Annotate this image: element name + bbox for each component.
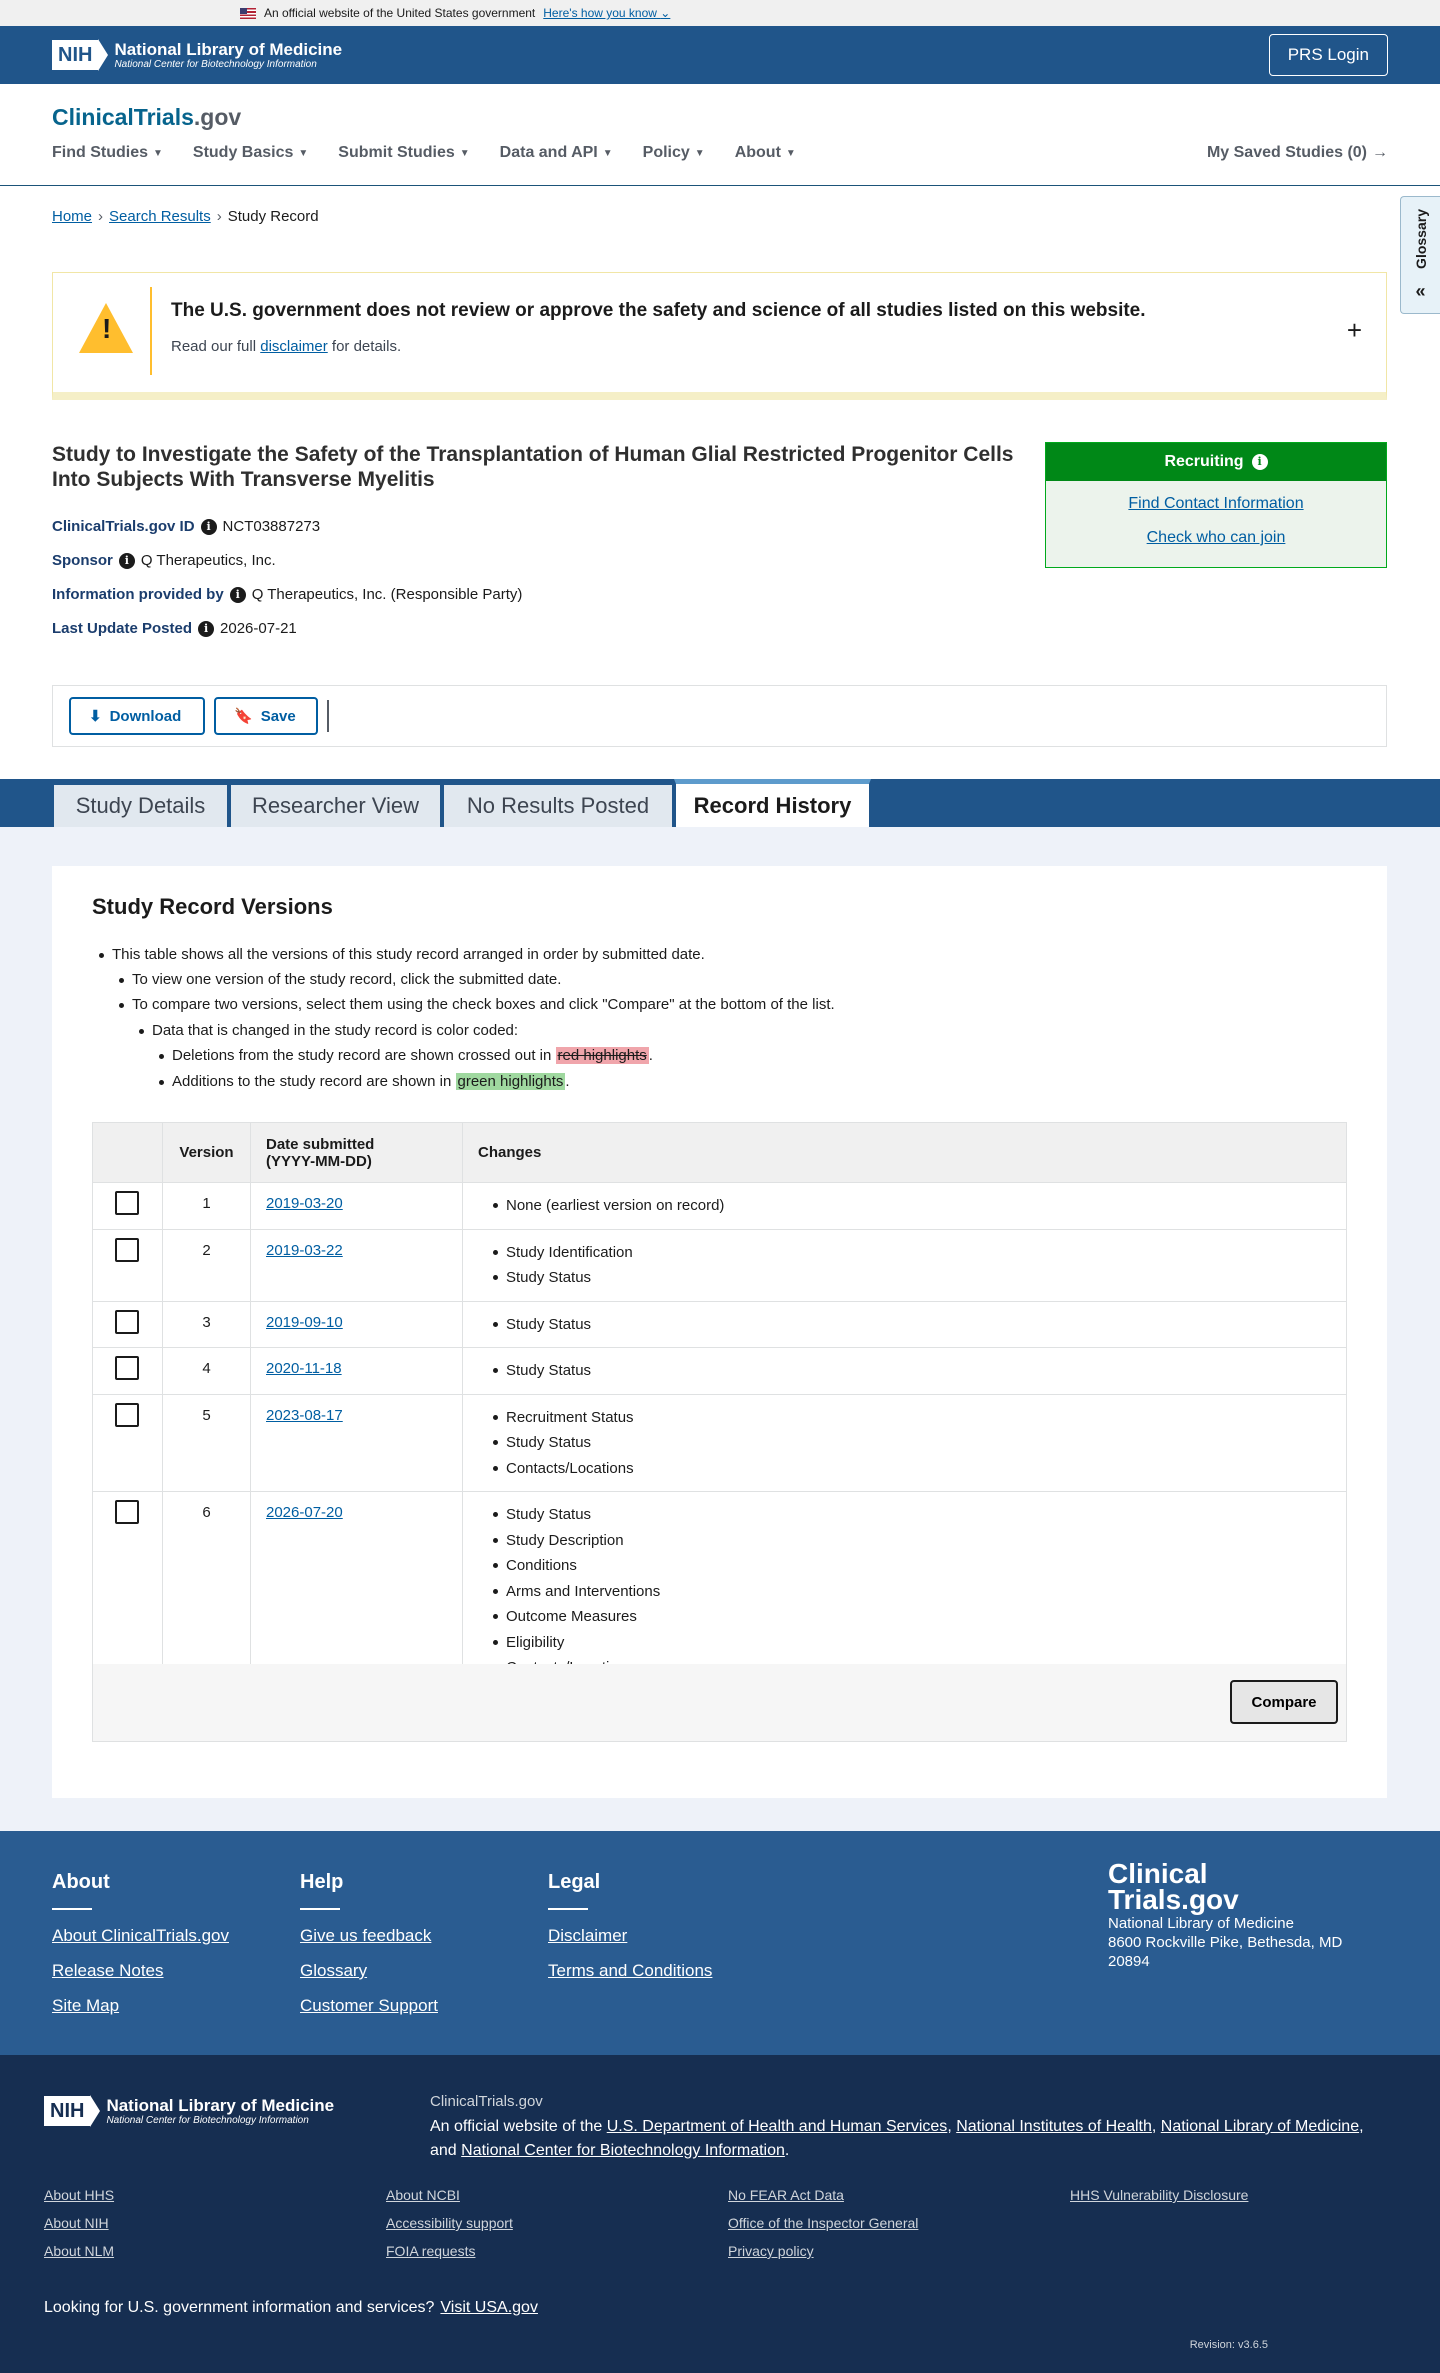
footer-link[interactable]: Give us feedback bbox=[300, 1926, 432, 1945]
version-date-link[interactable]: 2023-08-17 bbox=[266, 1406, 343, 1424]
header-version: Version bbox=[163, 1123, 251, 1183]
version-date-link[interactable]: 2020-11-18 bbox=[266, 1360, 342, 1377]
version-date-link[interactable]: 2026-07-20 bbox=[266, 1504, 343, 1521]
change-item: Eligibility bbox=[506, 1630, 1331, 1656]
footer-gov-link[interactable]: About NIH bbox=[44, 2215, 109, 2231]
tab-study-details[interactable]: Study Details bbox=[52, 783, 229, 827]
change-item: Study Description bbox=[506, 1528, 1331, 1554]
chevron-down-icon: ▼ bbox=[694, 147, 705, 159]
footer-gov-link[interactable]: Privacy policy bbox=[728, 2243, 814, 2259]
nav-about[interactable]: About ▼ bbox=[734, 144, 796, 161]
footer-gov-link[interactable]: Office of the Inspector General bbox=[728, 2215, 919, 2231]
study-id-row: ClinicalTrials.gov ID i NCT03887273 bbox=[52, 518, 321, 535]
version-number: 5 bbox=[163, 1394, 251, 1492]
status-label: Recruiting bbox=[1164, 453, 1244, 470]
revision-text: Revision: v3.6.5 bbox=[1189, 2339, 1268, 2351]
gov-banner bbox=[0, 0, 1440, 26]
ncbi-subtitle: National Center for Biotechnology Information bbox=[114, 58, 317, 70]
nih-logo[interactable] bbox=[52, 39, 342, 71]
status-header bbox=[1046, 443, 1386, 481]
change-item: Study Status bbox=[506, 1312, 1331, 1338]
footer-gov-link[interactable]: FOIA requests bbox=[386, 2243, 476, 2259]
change-item: Study Status bbox=[506, 1502, 1331, 1528]
find-contact-link[interactable]: Find Contact Information bbox=[1128, 495, 1304, 512]
nav-submit-studies[interactable]: Submit Studies ▼ bbox=[338, 144, 470, 161]
change-item: Arms and Interventions bbox=[506, 1579, 1331, 1605]
table-row bbox=[93, 1394, 1347, 1492]
version-checkbox[interactable] bbox=[115, 1310, 139, 1334]
change-item: Study Status bbox=[506, 1265, 1331, 1291]
visit-usa-gov-link[interactable]: Visit USA.gov bbox=[440, 2299, 538, 2316]
nih-chevron-icon bbox=[98, 39, 108, 71]
footer-gov-link[interactable]: About NCBI bbox=[386, 2187, 460, 2203]
version-number: 4 bbox=[163, 1348, 251, 1395]
table-row bbox=[93, 1492, 1347, 1692]
footer-link[interactable]: Release Notes bbox=[52, 1961, 164, 1980]
us-flag-icon bbox=[240, 8, 256, 19]
table-row bbox=[93, 1229, 1347, 1301]
footer-legal-col bbox=[548, 1871, 712, 1996]
chevron-down-icon: ▼ bbox=[785, 147, 796, 159]
footer-link[interactable]: Disclaimer bbox=[548, 1926, 628, 1945]
footer-link[interactable]: About ClinicalTrials.gov bbox=[52, 1926, 229, 1945]
download-icon: ⬇ bbox=[89, 708, 102, 725]
footer-gov-link[interactable]: About NLM bbox=[44, 2243, 115, 2259]
nav-find-studies[interactable]: Find Studies ▼ bbox=[52, 144, 163, 161]
info-bullet: This table shows all the versions of this study record arranged in order by submitted date. bbox=[112, 946, 705, 963]
footer-rule bbox=[548, 1908, 588, 1910]
arrow-right-icon: → bbox=[1372, 144, 1388, 161]
chevron-down-icon: ▼ bbox=[153, 147, 163, 159]
my-saved-studies-link[interactable]: My Saved Studies (0) → bbox=[1206, 144, 1388, 161]
nih-footer bbox=[0, 2055, 1440, 2373]
breadcrumb-current: Study Record bbox=[227, 208, 319, 225]
alert-text: Read our full disclaimer for details. bbox=[171, 338, 402, 355]
study-id: NCT03887273 bbox=[222, 518, 321, 535]
sponsor-row: Sponsor i Q Therapeutics, Inc. bbox=[52, 552, 276, 569]
version-number: 6 bbox=[163, 1492, 251, 1692]
hhs-link[interactable]: U.S. Department of Health and Human Services bbox=[606, 2118, 948, 2135]
change-item: Outcome Measures bbox=[506, 1604, 1331, 1630]
table-row bbox=[93, 1348, 1347, 1395]
version-date-link[interactable]: 2019-03-22 bbox=[266, 1241, 343, 1259]
bookmark-icon: 🔖 bbox=[234, 708, 253, 725]
heres-how-you-know-link[interactable]: Here's how you know ⌄ bbox=[543, 6, 671, 20]
version-date-link[interactable]: 2019-03-20 bbox=[266, 1195, 343, 1212]
green-highlight-example: green highlights bbox=[457, 1073, 564, 1090]
footer-about-col bbox=[52, 1871, 229, 2031]
footer-link[interactable]: Site Map bbox=[52, 1996, 120, 2015]
prs-login-button[interactable]: PRS Login bbox=[1269, 34, 1388, 76]
change-item: Recruitment Status bbox=[506, 1405, 1331, 1431]
breadcrumb bbox=[52, 208, 319, 225]
change-item: Study Status bbox=[506, 1430, 1331, 1456]
header-select bbox=[93, 1123, 163, 1183]
provided-by: Q Therapeutics, Inc. (Responsible Party) bbox=[251, 586, 523, 603]
info-bullet: Data that is changed in the study record is color coded: bbox=[152, 1022, 519, 1039]
tab-researcher-view[interactable]: Researcher View bbox=[229, 783, 442, 827]
info-bullet: Deletions from the study record are shown crossed out in red highlights . bbox=[172, 1047, 653, 1064]
compare-button[interactable]: Compare bbox=[1230, 1680, 1338, 1724]
alert-title: The U.S. government does not review or approve the safety and science of all studies listed on this website. bbox=[171, 300, 1146, 321]
sponsor: Q Therapeutics, Inc. bbox=[140, 552, 276, 569]
chevron-down-icon: ⌄ bbox=[660, 6, 671, 20]
version-number: 1 bbox=[163, 1183, 251, 1230]
tab-no-results-posted[interactable]: No Results Posted bbox=[442, 783, 674, 827]
change-item: Conditions bbox=[506, 1553, 1331, 1579]
save-button[interactable]: 🔖 Save bbox=[214, 697, 318, 735]
last-update-date: 2026-07-21 bbox=[220, 620, 297, 637]
nih-header bbox=[0, 26, 1440, 84]
info-bullet: Additions to the study record are shown in green highlights . bbox=[172, 1073, 570, 1090]
breadcrumb-search-results[interactable]: Search Results bbox=[109, 208, 211, 225]
info-icon[interactable]: i bbox=[119, 553, 135, 569]
tab-record-history[interactable]: Record History bbox=[674, 779, 871, 827]
footer-help-title: Help bbox=[300, 1871, 344, 1893]
nih-link[interactable]: National Institutes of Health bbox=[956, 2118, 1152, 2135]
glossary-label: Glossary bbox=[1412, 209, 1429, 269]
check-who-can-join-link[interactable]: Check who can join bbox=[1146, 529, 1286, 546]
last-update-row: Last Update Posted i 2026-07-21 bbox=[52, 620, 297, 637]
chevron-down-icon: ▼ bbox=[298, 147, 309, 159]
chevron-down-icon: ▼ bbox=[459, 147, 470, 159]
table-header-row bbox=[93, 1123, 1347, 1183]
record-versions-card bbox=[52, 866, 1387, 1798]
official-website-text: An official website of the U.S. Department of Health and Human Services, National Institutes of Health, National Library of Medicine, and National Center for Biotechnology Information. bbox=[430, 2118, 1364, 2159]
footer-rule bbox=[300, 1908, 340, 1910]
ncbi-link[interactable]: National Center for Biotechnology Information bbox=[461, 2142, 785, 2159]
versions-heading: Study Record Versions bbox=[92, 894, 333, 919]
footer-gov-link[interactable]: HHS Vulnerability Disclosure bbox=[1070, 2187, 1249, 2203]
change-item: Contacts/Locations bbox=[506, 1456, 1331, 1482]
site-header bbox=[0, 84, 1440, 186]
chevron-down-icon: ▼ bbox=[602, 147, 613, 159]
chevron-right-icon: › bbox=[98, 208, 104, 225]
action-divider bbox=[327, 700, 329, 732]
footer-about-title: About bbox=[52, 1871, 110, 1893]
double-chevron-left-icon: « bbox=[1415, 280, 1426, 301]
footer-clinicaltrials-logo[interactable]: Clinical Trials.gov bbox=[1108, 1858, 1239, 1915]
footer-site-name: ClinicalTrials.gov bbox=[430, 2093, 543, 2110]
study-title: Study to Investigate the Safety of the Transplantation of Human Glial Restricted Progenitor Cells Into Subjects With Transverse Myelitis bbox=[52, 443, 1014, 491]
change-item: Study Identification bbox=[506, 1240, 1331, 1266]
version-checkbox[interactable] bbox=[115, 1238, 139, 1262]
info-icon[interactable]: i bbox=[230, 587, 246, 603]
nih-chevron-icon bbox=[90, 2095, 100, 2127]
action-bar bbox=[52, 685, 1387, 747]
info-bullet: To compare two versions, select them using the check boxes and click "Compare" at the bottom of the list. bbox=[132, 996, 835, 1013]
nih-logo-box: NIH bbox=[52, 40, 98, 70]
main-nav bbox=[52, 144, 1388, 162]
compare-row bbox=[92, 1664, 1347, 1742]
alert-divider bbox=[150, 287, 152, 375]
nlm-title: National Library of Medicine bbox=[114, 39, 343, 59]
change-item: Study Status bbox=[506, 1358, 1331, 1384]
footer-link[interactable]: Glossary bbox=[300, 1961, 368, 1980]
footer-rule bbox=[52, 1908, 92, 1910]
version-checkbox[interactable] bbox=[115, 1403, 139, 1427]
info-bullet: To view one version of the study record, click the submitted date. bbox=[132, 971, 562, 988]
change-item: None (earliest version on record) bbox=[506, 1193, 1331, 1219]
footer-link[interactable]: Terms and Conditions bbox=[548, 1961, 713, 1980]
site-footer bbox=[0, 1831, 1440, 2055]
provided-by-row: Information provided by i Q Therapeutics, Inc. (Responsible Party) bbox=[52, 586, 523, 603]
header-date: Date submitted (YYYY-MM-DD) bbox=[251, 1123, 463, 1183]
version-checkbox[interactable] bbox=[115, 1356, 139, 1380]
nav-study-basics[interactable]: Study Basics ▼ bbox=[192, 144, 309, 161]
disclaimer-link[interactable]: disclaimer bbox=[260, 338, 328, 355]
versions-table bbox=[92, 1122, 1347, 1692]
disclaimer-alert bbox=[52, 272, 1387, 400]
nlm-link[interactable]: National Library of Medicine bbox=[1160, 2118, 1360, 2135]
footer-legal-title: Legal bbox=[548, 1871, 601, 1893]
version-date-link[interactable]: 2019-09-10 bbox=[266, 1313, 343, 1331]
red-highlight-example: red highlights bbox=[557, 1047, 647, 1064]
table-row bbox=[93, 1183, 1347, 1230]
download-button[interactable]: ⬇ Download bbox=[69, 697, 205, 735]
gov-banner-text: An official website of the United States government bbox=[264, 6, 536, 20]
tabs-bar bbox=[0, 779, 1440, 827]
nav-data-and-api[interactable]: Data and API ▼ bbox=[499, 144, 613, 161]
chevron-right-icon: › bbox=[216, 208, 222, 225]
footer-link[interactable]: Customer Support bbox=[300, 1996, 438, 2015]
usa-gov-text: Looking for U.S. government information and services? Visit USA.gov bbox=[44, 2299, 538, 2316]
info-icon[interactable]: i bbox=[198, 621, 214, 637]
version-checkbox[interactable] bbox=[115, 1500, 139, 1524]
clinicaltrials-logo[interactable]: ClinicalTrials.gov bbox=[52, 104, 242, 130]
expand-plus-icon[interactable]: + bbox=[1346, 315, 1362, 345]
info-icon[interactable]: i bbox=[1252, 454, 1268, 470]
footer-gov-link[interactable]: No FEAR Act Data bbox=[728, 2187, 844, 2203]
glossary-tab[interactable] bbox=[1400, 196, 1440, 314]
footer-gov-link[interactable]: About HHS bbox=[44, 2187, 115, 2203]
nav-policy[interactable]: Policy ▼ bbox=[642, 144, 705, 161]
footer-nih-logo[interactable]: NIH National Library of Medicine National Center for Biotechnology Information bbox=[44, 2095, 334, 2127]
footer-gov-link[interactable]: Accessibility support bbox=[386, 2215, 513, 2231]
version-checkbox[interactable] bbox=[115, 1191, 139, 1215]
recruiting-status-box bbox=[1045, 442, 1387, 568]
footer-help-col bbox=[300, 1871, 438, 2031]
version-number: 2 bbox=[163, 1229, 251, 1301]
warning-icon: ! bbox=[79, 303, 133, 353]
info-icon[interactable]: i bbox=[201, 519, 217, 535]
table-row bbox=[93, 1301, 1347, 1348]
breadcrumb-home[interactable]: Home bbox=[52, 208, 93, 225]
header-changes: Changes bbox=[463, 1123, 1347, 1183]
version-number: 3 bbox=[163, 1301, 251, 1348]
footer-address: National Library of Medicine 8600 Rockville Pike, Bethesda, MD 20894 bbox=[1108, 1915, 1343, 1970]
